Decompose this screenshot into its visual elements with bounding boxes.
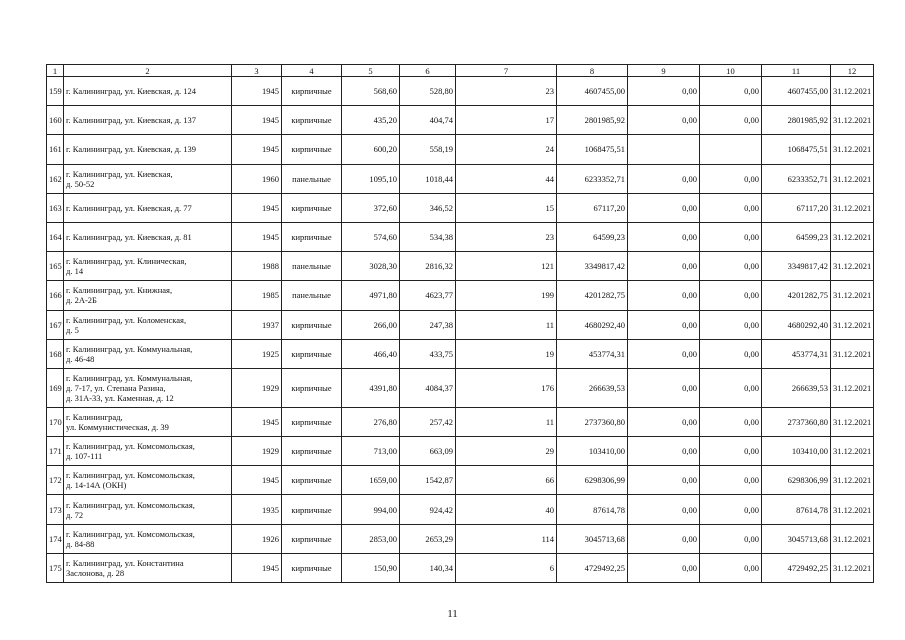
- wall-material-cell: кирпичные: [282, 106, 342, 135]
- value-cell: 103410,00: [762, 437, 831, 466]
- date-cell: 31.12.2021: [831, 495, 874, 524]
- value-cell: 574,60: [342, 222, 400, 251]
- row-number-cell: 165: [47, 252, 64, 281]
- wall-material-cell: кирпичные: [282, 193, 342, 222]
- wall-material-cell: кирпичные: [282, 524, 342, 553]
- date-cell: 31.12.2021: [831, 252, 874, 281]
- year-built-cell: 1929: [232, 368, 282, 407]
- value-cell: 176: [456, 368, 557, 407]
- value-cell: 4201282,75: [557, 281, 628, 310]
- year-built-cell: 1945: [232, 553, 282, 582]
- date-cell: 31.12.2021: [831, 222, 874, 251]
- value-cell: 1018,44: [400, 164, 456, 193]
- value-cell: 15: [456, 193, 557, 222]
- value-cell: 0,00: [628, 281, 700, 310]
- value-cell: 435,20: [342, 106, 400, 135]
- value-cell: 6: [456, 553, 557, 582]
- value-cell: 4084,37: [400, 368, 456, 407]
- value-cell: 466,40: [342, 339, 400, 368]
- header-cell: 12: [831, 65, 874, 77]
- value-cell: 199: [456, 281, 557, 310]
- value-cell: 4391,80: [342, 368, 400, 407]
- value-cell: 6233352,71: [762, 164, 831, 193]
- address-cell: г. Калининград, ул. Киевская, д. 77: [64, 193, 232, 222]
- date-cell: 31.12.2021: [831, 524, 874, 553]
- value-cell: 568,60: [342, 77, 400, 106]
- row-number-cell: 170: [47, 407, 64, 436]
- row-number-cell: 167: [47, 310, 64, 339]
- value-cell: 534,38: [400, 222, 456, 251]
- value-cell: 64599,23: [762, 222, 831, 251]
- value-cell: 0,00: [628, 437, 700, 466]
- date-cell: 31.12.2021: [831, 281, 874, 310]
- value-cell: 2737360,80: [557, 407, 628, 436]
- value-cell: 0,00: [628, 553, 700, 582]
- value-cell: 600,20: [342, 135, 400, 164]
- value-cell: 23: [456, 222, 557, 251]
- address-cell: г. Калининград, ул. Коммунистическая, д. 39: [64, 407, 232, 436]
- value-cell: 6298306,99: [557, 466, 628, 495]
- year-built-cell: 1985: [232, 281, 282, 310]
- address-cell: г. Калининград, ул. Клиническая, д. 14: [64, 252, 232, 281]
- header-cell: 2: [64, 65, 232, 77]
- row-number-cell: 172: [47, 466, 64, 495]
- value-cell: 4607455,00: [557, 77, 628, 106]
- value-cell: 0,00: [700, 193, 762, 222]
- date-cell: 31.12.2021: [831, 164, 874, 193]
- table-row: [47, 310, 874, 339]
- row-number-cell: 159: [47, 77, 64, 106]
- value-cell: 663,09: [400, 437, 456, 466]
- value-cell: 103410,00: [557, 437, 628, 466]
- value-cell: 0,00: [700, 495, 762, 524]
- value-cell: 140,34: [400, 553, 456, 582]
- address-cell: г. Калининград, ул. Киевская, д. 124: [64, 77, 232, 106]
- address-cell: г. Калининград, ул. Киевская, д. 137: [64, 106, 232, 135]
- year-built-cell: 1945: [232, 77, 282, 106]
- address-cell: г. Калининград, ул. Комсомольская, д. 72: [64, 495, 232, 524]
- year-built-cell: 1960: [232, 164, 282, 193]
- value-cell: 4201282,75: [762, 281, 831, 310]
- value-cell: 0,00: [700, 222, 762, 251]
- date-cell: 31.12.2021: [831, 106, 874, 135]
- year-built-cell: 1988: [232, 252, 282, 281]
- date-cell: 31.12.2021: [831, 553, 874, 582]
- value-cell: 0,00: [628, 524, 700, 553]
- value-cell: 0,00: [700, 368, 762, 407]
- value-cell: 87614,78: [557, 495, 628, 524]
- value-cell: 87614,78: [762, 495, 831, 524]
- value-cell: 64599,23: [557, 222, 628, 251]
- value-cell: 257,42: [400, 407, 456, 436]
- row-number-cell: 173: [47, 495, 64, 524]
- year-built-cell: 1937: [232, 310, 282, 339]
- table-row: [47, 135, 874, 164]
- value-cell: 528,80: [400, 77, 456, 106]
- year-built-cell: 1945: [232, 193, 282, 222]
- value-cell: 2801985,92: [762, 106, 831, 135]
- table-row: [47, 106, 874, 135]
- value-cell: 1095,10: [342, 164, 400, 193]
- value-cell: 29: [456, 437, 557, 466]
- value-cell: 2816,32: [400, 252, 456, 281]
- value-cell: 276,80: [342, 407, 400, 436]
- value-cell: 3349817,42: [557, 252, 628, 281]
- value-cell: 0,00: [628, 106, 700, 135]
- table-row: [47, 77, 874, 106]
- value-cell: 121: [456, 252, 557, 281]
- address-cell: г. Калининград, ул. Коломенская, д. 5: [64, 310, 232, 339]
- value-cell: 0,00: [700, 106, 762, 135]
- value-cell: 0,00: [700, 437, 762, 466]
- value-cell: 0,00: [700, 164, 762, 193]
- value-cell: 0,00: [628, 310, 700, 339]
- wall-material-cell: кирпичные: [282, 135, 342, 164]
- wall-material-cell: кирпичные: [282, 368, 342, 407]
- value-cell: 266639,53: [557, 368, 628, 407]
- header-cell: 7: [456, 65, 557, 77]
- value-cell: 404,74: [400, 106, 456, 135]
- value-cell: 1068475,51: [557, 135, 628, 164]
- table-row: [47, 222, 874, 251]
- value-cell: 3045713,68: [762, 524, 831, 553]
- value-cell: 0,00: [628, 407, 700, 436]
- value-cell: 17: [456, 106, 557, 135]
- date-cell: 31.12.2021: [831, 437, 874, 466]
- wall-material-cell: кирпичные: [282, 466, 342, 495]
- row-number-cell: 160: [47, 106, 64, 135]
- row-number-cell: 174: [47, 524, 64, 553]
- value-cell: 150,90: [342, 553, 400, 582]
- header-cell: 1: [47, 65, 64, 77]
- value-cell: 994,00: [342, 495, 400, 524]
- value-cell: 4729492,25: [557, 553, 628, 582]
- address-cell: г. Калининград, ул. Комсомольская, д. 14-14А (ОКН): [64, 466, 232, 495]
- value-cell: 247,38: [400, 310, 456, 339]
- value-cell: [628, 135, 700, 164]
- address-cell: г. Калининград, ул. Коммунальная, д. 46-48: [64, 339, 232, 368]
- value-cell: 3045713,68: [557, 524, 628, 553]
- year-built-cell: 1925: [232, 339, 282, 368]
- address-cell: г. Калининград, ул. Киевская, д. 50-52: [64, 164, 232, 193]
- value-cell: 67117,20: [762, 193, 831, 222]
- value-cell: 0,00: [628, 252, 700, 281]
- value-cell: 372,60: [342, 193, 400, 222]
- value-cell: 23: [456, 77, 557, 106]
- wall-material-cell: панельные: [282, 164, 342, 193]
- value-cell: 0,00: [628, 193, 700, 222]
- wall-material-cell: кирпичные: [282, 77, 342, 106]
- address-cell: г. Калининград, ул. Коммунальная, д. 7-17, ул. Степана Разина, д. 31А-33, ул. Каменная, д. 12: [64, 368, 232, 407]
- header-cell: 3: [232, 65, 282, 77]
- year-built-cell: 1929: [232, 437, 282, 466]
- wall-material-cell: панельные: [282, 252, 342, 281]
- date-cell: 31.12.2021: [831, 466, 874, 495]
- value-cell: 66: [456, 466, 557, 495]
- table-row: [47, 193, 874, 222]
- table-row: [47, 407, 874, 436]
- value-cell: 453774,31: [762, 339, 831, 368]
- row-number-cell: 169: [47, 368, 64, 407]
- value-cell: 67117,20: [557, 193, 628, 222]
- row-number-cell: 168: [47, 339, 64, 368]
- year-built-cell: 1945: [232, 135, 282, 164]
- value-cell: 3349817,42: [762, 252, 831, 281]
- value-cell: 4607455,00: [762, 77, 831, 106]
- row-number-cell: 175: [47, 553, 64, 582]
- wall-material-cell: кирпичные: [282, 310, 342, 339]
- value-cell: 0,00: [700, 407, 762, 436]
- page-number: 11: [447, 608, 458, 620]
- date-cell: 31.12.2021: [831, 135, 874, 164]
- wall-material-cell: кирпичные: [282, 407, 342, 436]
- value-cell: 0,00: [628, 164, 700, 193]
- year-built-cell: 1935: [232, 495, 282, 524]
- value-cell: 0,00: [700, 281, 762, 310]
- value-cell: 2853,00: [342, 524, 400, 553]
- date-cell: 31.12.2021: [831, 310, 874, 339]
- address-cell: г. Калининград, ул. Комсомольская, д. 107-111: [64, 437, 232, 466]
- value-cell: 924,42: [400, 495, 456, 524]
- address-cell: г. Калининград, ул. Киевская, д. 81: [64, 222, 232, 251]
- value-cell: 0,00: [700, 466, 762, 495]
- year-built-cell: 1926: [232, 524, 282, 553]
- address-cell: г. Калининград, ул. Константина Заслонова, д. 28: [64, 553, 232, 582]
- table-row: [47, 437, 874, 466]
- wall-material-cell: кирпичные: [282, 222, 342, 251]
- value-cell: 3028,30: [342, 252, 400, 281]
- housing-register-table: [46, 64, 874, 583]
- row-number-cell: 162: [47, 164, 64, 193]
- date-cell: 31.12.2021: [831, 193, 874, 222]
- date-cell: 31.12.2021: [831, 77, 874, 106]
- year-built-cell: 1945: [232, 106, 282, 135]
- table-row: [47, 466, 874, 495]
- value-cell: 6233352,71: [557, 164, 628, 193]
- value-cell: 114: [456, 524, 557, 553]
- value-cell: 19: [456, 339, 557, 368]
- value-cell: 1068475,51: [762, 135, 831, 164]
- year-built-cell: 1945: [232, 222, 282, 251]
- value-cell: 11: [456, 407, 557, 436]
- value-cell: 0,00: [700, 553, 762, 582]
- year-built-cell: 1945: [232, 466, 282, 495]
- value-cell: 2653,29: [400, 524, 456, 553]
- header-cell: 9: [628, 65, 700, 77]
- row-number-cell: 163: [47, 193, 64, 222]
- value-cell: 6298306,99: [762, 466, 831, 495]
- row-number-cell: 171: [47, 437, 64, 466]
- value-cell: 0,00: [700, 524, 762, 553]
- value-cell: 0,00: [700, 310, 762, 339]
- wall-material-cell: кирпичные: [282, 437, 342, 466]
- header-cell: 11: [762, 65, 831, 77]
- value-cell: 0,00: [628, 368, 700, 407]
- wall-material-cell: панельные: [282, 281, 342, 310]
- value-cell: 2737360,80: [762, 407, 831, 436]
- header-cell: 4: [282, 65, 342, 77]
- value-cell: 0,00: [628, 495, 700, 524]
- wall-material-cell: кирпичные: [282, 553, 342, 582]
- address-cell: г. Калининград, ул. Книжная, д. 2А-2Б: [64, 281, 232, 310]
- date-cell: 31.12.2021: [831, 368, 874, 407]
- value-cell: 0,00: [700, 339, 762, 368]
- value-cell: 11: [456, 310, 557, 339]
- value-cell: 2801985,92: [557, 106, 628, 135]
- value-cell: 433,75: [400, 339, 456, 368]
- table-row: [47, 553, 874, 582]
- value-cell: 0,00: [700, 77, 762, 106]
- value-cell: 266639,53: [762, 368, 831, 407]
- value-cell: 4680292,40: [557, 310, 628, 339]
- header-cell: 6: [400, 65, 456, 77]
- value-cell: [700, 135, 762, 164]
- value-cell: 453774,31: [557, 339, 628, 368]
- date-cell: 31.12.2021: [831, 339, 874, 368]
- value-cell: 346,52: [400, 193, 456, 222]
- table-row: [47, 164, 874, 193]
- column-number-header-row: [47, 65, 874, 77]
- address-cell: г. Калининград, ул. Комсомольская, д. 84-88: [64, 524, 232, 553]
- value-cell: 1542,87: [400, 466, 456, 495]
- row-number-cell: 161: [47, 135, 64, 164]
- value-cell: 0,00: [628, 339, 700, 368]
- value-cell: 4729492,25: [762, 553, 831, 582]
- table-row: [47, 524, 874, 553]
- year-built-cell: 1945: [232, 407, 282, 436]
- table-row: [47, 339, 874, 368]
- value-cell: 558,19: [400, 135, 456, 164]
- value-cell: 4971,80: [342, 281, 400, 310]
- value-cell: 1659,00: [342, 466, 400, 495]
- value-cell: 266,00: [342, 310, 400, 339]
- value-cell: 44: [456, 164, 557, 193]
- value-cell: 24: [456, 135, 557, 164]
- table-row: [47, 368, 874, 407]
- value-cell: 0,00: [628, 466, 700, 495]
- address-cell: г. Калининград, ул. Киевская, д. 139: [64, 135, 232, 164]
- header-cell: 10: [700, 65, 762, 77]
- row-number-cell: 164: [47, 222, 64, 251]
- table-row: [47, 281, 874, 310]
- header-cell: 8: [557, 65, 628, 77]
- wall-material-cell: кирпичные: [282, 495, 342, 524]
- value-cell: 4680292,40: [762, 310, 831, 339]
- table-row: [47, 495, 874, 524]
- header-cell: 5: [342, 65, 400, 77]
- value-cell: 0,00: [628, 77, 700, 106]
- value-cell: 0,00: [628, 222, 700, 251]
- value-cell: 4623,77: [400, 281, 456, 310]
- table-row: [47, 252, 874, 281]
- value-cell: 713,00: [342, 437, 400, 466]
- date-cell: 31.12.2021: [831, 407, 874, 436]
- row-number-cell: 166: [47, 281, 64, 310]
- value-cell: 40: [456, 495, 557, 524]
- value-cell: 0,00: [700, 252, 762, 281]
- wall-material-cell: кирпичные: [282, 339, 342, 368]
